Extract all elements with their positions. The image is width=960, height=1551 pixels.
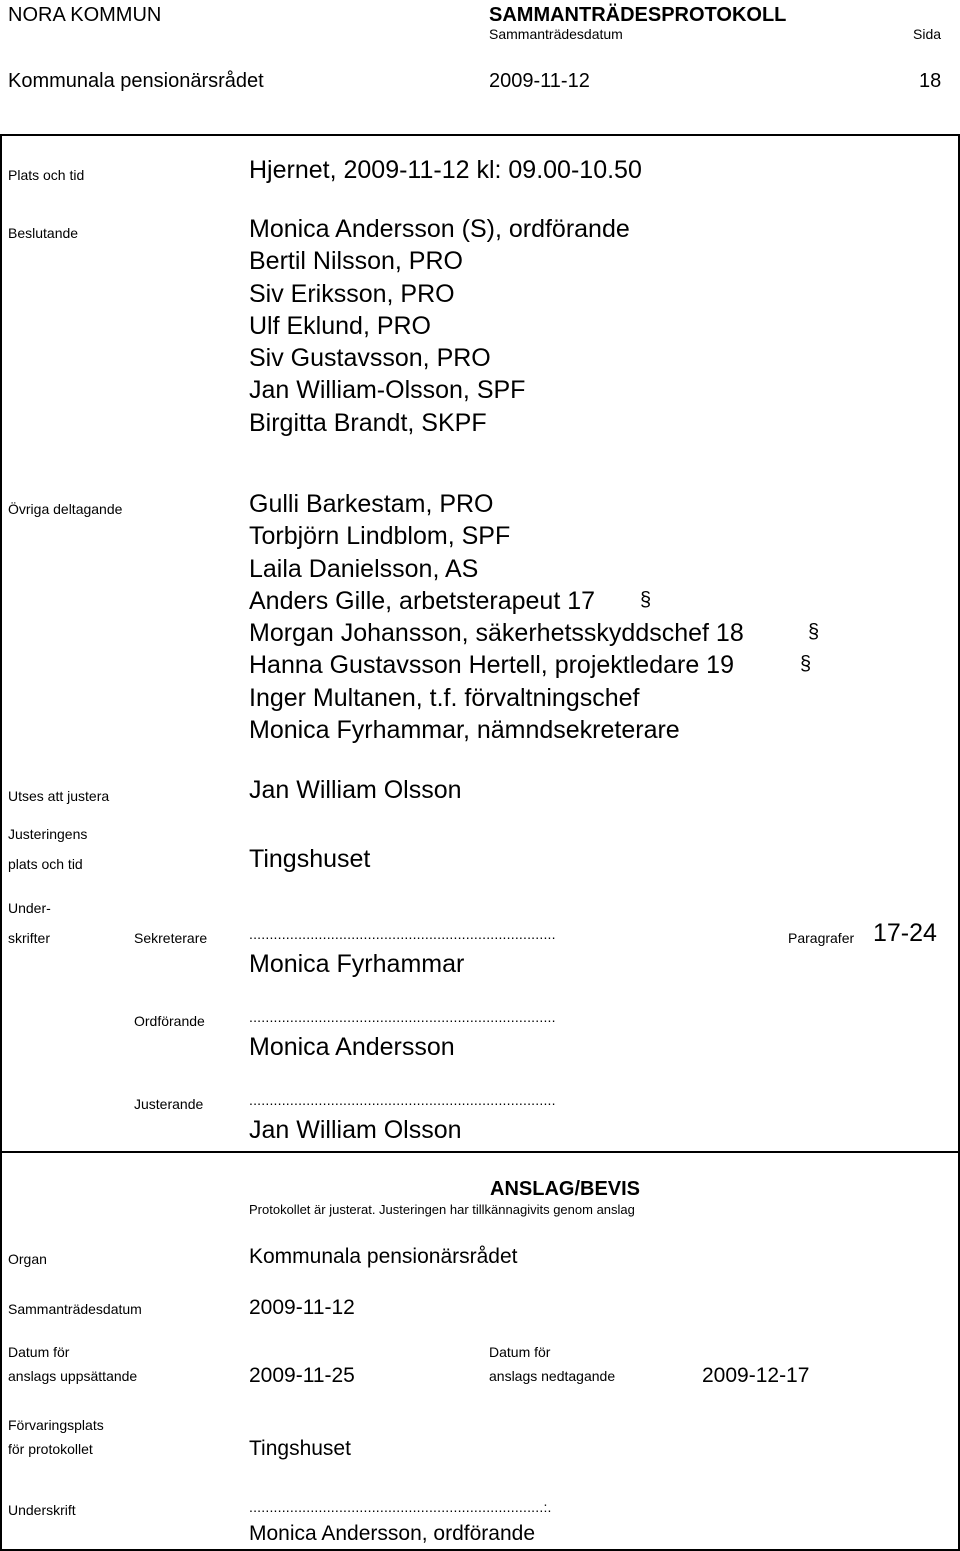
secretary-name: Monica Fyrhammar [249, 950, 465, 978]
notice-signature-line: ........................................................................:. [249, 1499, 552, 1515]
adjustment-place-label-2: plats och tid [8, 856, 83, 872]
adjuster-value: Jan William Olsson [249, 776, 462, 804]
notice-meeting-date: 2009-11-12 [249, 1296, 355, 1319]
notice-statement: Protokollet är justerat. Justeringen har tillkännagivits genom anslag [249, 1202, 635, 1217]
adjuster-sign-label: Justerande [134, 1096, 204, 1112]
posting-date: 2009-11-25 [249, 1364, 355, 1387]
notice-signature-name: Monica Andersson, ordförande [249, 1522, 536, 1545]
section-sign-icon: § [800, 653, 812, 675]
adjuster-label: Utses att justera [8, 788, 110, 804]
list-item: Morgan Johansson, säkerhetsskyddschef 18 [249, 619, 744, 648]
list-item: Ulf Eklund, PRO [249, 311, 432, 340]
list-item: Anders Gille, arbetsterapeut 17 [249, 586, 596, 615]
adjuster-sign-name: Jan William Olsson [249, 1116, 462, 1144]
storage-label-1: Förvaringsplats [8, 1417, 104, 1433]
adjustment-place-label-1: Justeringens [8, 826, 88, 842]
list-item: Siv Eriksson, PRO [249, 279, 455, 308]
signature-line: ........................................................................... [249, 1092, 556, 1108]
list-item: Monica Andersson (S), ordförande [249, 215, 630, 243]
paragraphs-value: 17-24 [873, 919, 937, 947]
adjustment-place-value: Tingshuset [249, 845, 371, 873]
chair-name: Monica Andersson [249, 1033, 455, 1061]
municipality-name: NORA KOMMUN [8, 4, 162, 26]
page-number: 18 [919, 70, 942, 92]
list-item: Siv Gustavsson, PRO [249, 344, 491, 373]
place-time-label: Plats och tid [8, 167, 85, 183]
top-rule [0, 134, 960, 136]
document-type: SAMMANTRÄDESPROTOKOLL [489, 4, 787, 26]
list-item: Torbjörn Lindblom, SPF [249, 522, 511, 551]
other-participants-label: Övriga deltagande [8, 501, 123, 517]
organ-label: Organ [8, 1251, 47, 1267]
list-item: Inger Multanen, t.f. förvaltningschef [249, 683, 640, 712]
list-item: Jan William-Olsson, SPF [249, 376, 526, 405]
removal-date-label-2: anslags nedtagande [489, 1368, 616, 1384]
posting-date-label-1: Datum för [8, 1344, 70, 1360]
section-sign-icon: § [808, 621, 820, 643]
chair-label: Ordförande [134, 1013, 205, 1029]
organ-value: Kommunala pensionärsrådet [249, 1245, 518, 1268]
other-participants-list [249, 488, 744, 746]
secretary-label: Sekreterare [134, 930, 208, 946]
left-border [0, 134, 2, 1550]
removal-date: 2009-12-17 [702, 1364, 810, 1387]
section-sign-icon: § [640, 589, 652, 611]
list-item: Laila Danielsson, AS [249, 554, 479, 583]
signatures-label-2: skrifter [8, 930, 50, 946]
list-item: Bertil Nilsson, PRO [249, 247, 463, 276]
page-label: Sida [913, 26, 942, 42]
signatures-label-1: Under- [8, 900, 51, 916]
signature-line: ........................................................................... [249, 1009, 556, 1025]
notice-divider [0, 1151, 960, 1153]
notice-meeting-date-label: Sammanträdesdatum [8, 1301, 142, 1317]
decision-makers-label: Beslutande [8, 225, 79, 241]
body-name: Kommunala pensionärsrådet [8, 70, 264, 92]
decision-makers-list [249, 213, 630, 439]
list-item: Birgitta Brandt, SKPF [249, 408, 487, 437]
list-item: Monica Fyrhammar, nämndsekreterare [249, 716, 680, 745]
storage-value: Tingshuset [249, 1437, 351, 1460]
posting-date-label-2: anslags uppsättande [8, 1368, 138, 1384]
notice-signature-label: Underskrift [8, 1502, 76, 1518]
list-item: Hanna Gustavsson Hertell, projektledare 19 [249, 651, 734, 680]
storage-label-2: för protokollet [8, 1441, 93, 1457]
paragraphs-label: Paragrafer [788, 930, 855, 946]
meeting-date-label: Sammanträdesdatum [489, 26, 623, 42]
signature-line: ........................................................................... [249, 926, 556, 942]
meeting-date: 2009-11-12 [489, 70, 590, 92]
place-time-value: Hjernet, 2009-11-12 kl: 09.00-10.50 [249, 156, 642, 184]
notice-title: ANSLAG/BEVIS [490, 1178, 641, 1200]
list-item: Gulli Barkestam, PRO [249, 490, 494, 518]
removal-date-label-1: Datum för [489, 1344, 551, 1360]
